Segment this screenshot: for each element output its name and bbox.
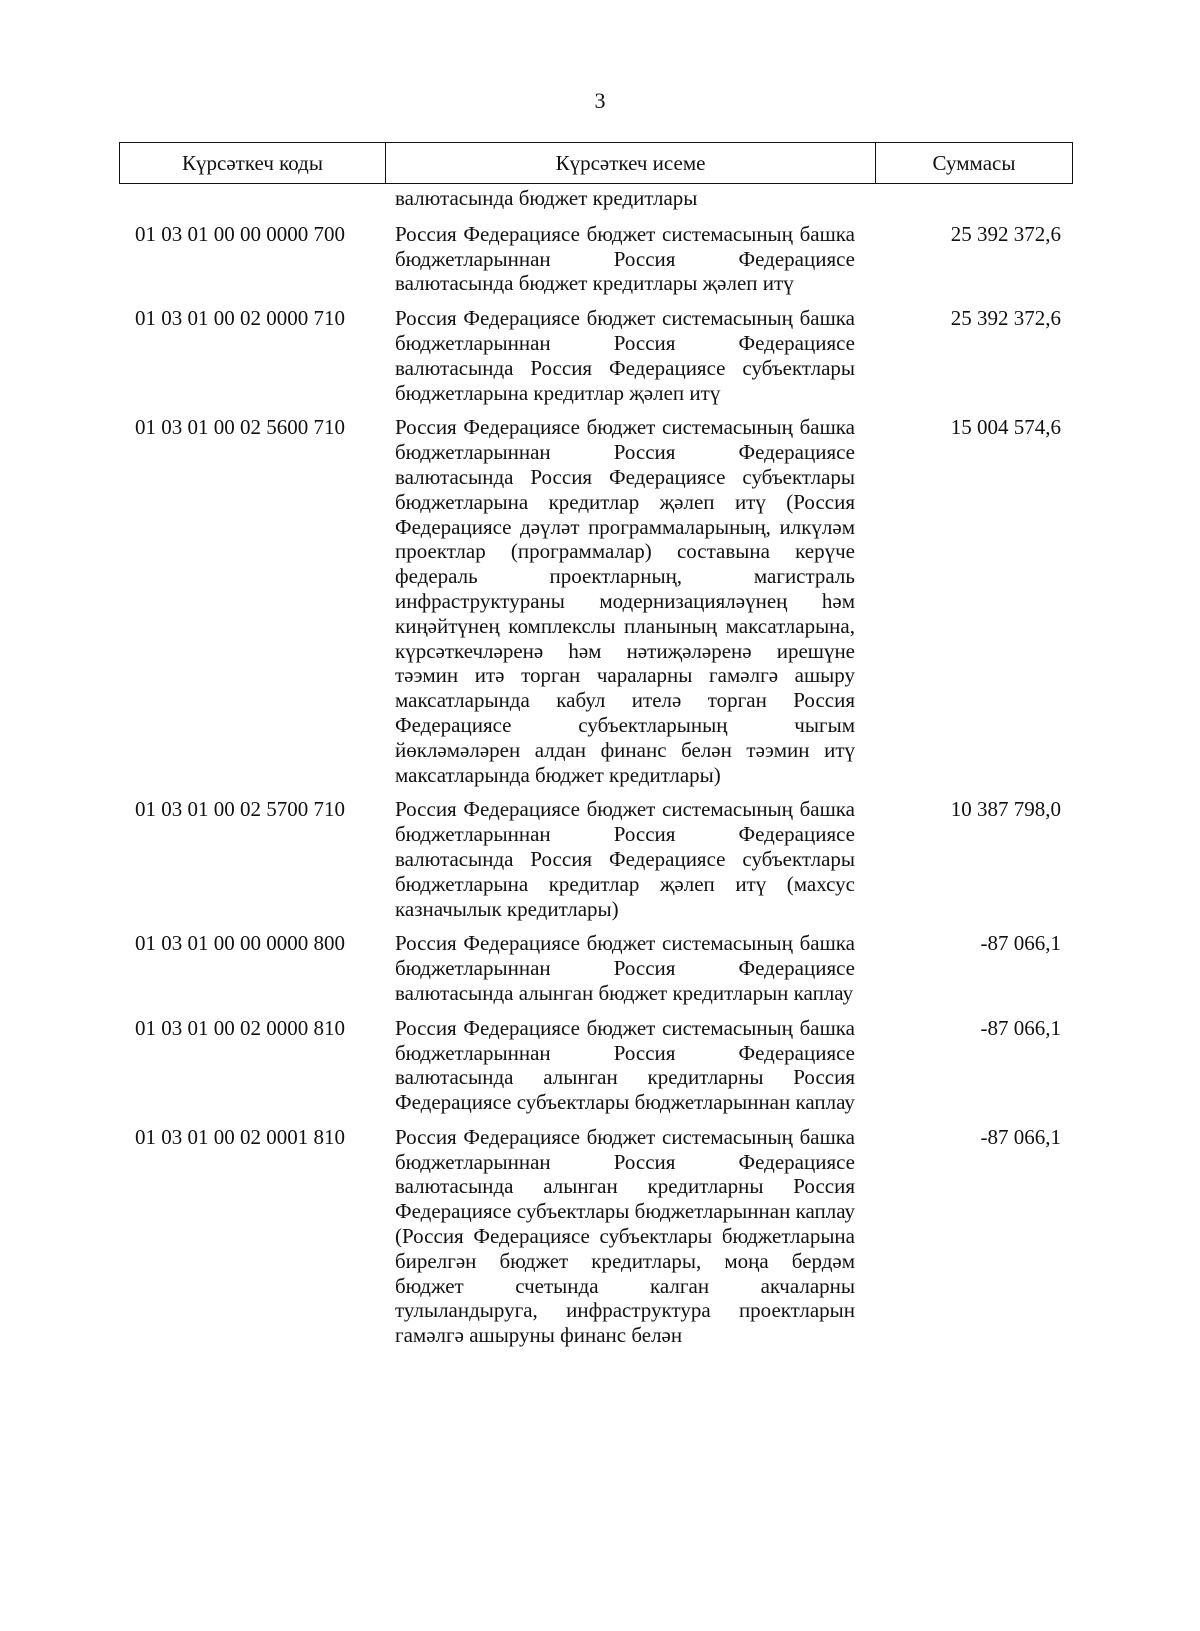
cell-name: Россия Федерациясе бюджет системасының башка бюджетларыннан Россия Федерациясе валютасында алынган кредитларны Россия Федерациясе субъектлары бюджетларыннан каплау (Россия Федерациясе субъектлары бюджетларына бирелгән бюджет кредитлары, моңа бердәм бюджет счетында калган акчаларны тулыландыруга, инфраструктура проектларын гамәлгә ашыруны финанс белән bbox=[395, 1124, 855, 1348]
cell-name: Россия Федерациясе бюджет системасының башка бюджетларыннан Россия Федерациясе валютасында Россия Федерациясе субъектлары бюджетларына кредитлар җәлеп итү bbox=[395, 306, 855, 405]
cell-code: 01 03 01 00 02 0001 810 bbox=[135, 1124, 345, 1149]
cell-code: 01 03 01 00 02 5600 710 bbox=[135, 415, 345, 440]
table-row bbox=[119, 415, 1073, 787]
header-code: Күрсәткеч коды bbox=[120, 143, 386, 183]
header-name: Күрсәткеч исеме bbox=[386, 143, 876, 183]
cell-sum: -87 066,1 bbox=[980, 931, 1061, 956]
table-row bbox=[119, 306, 1073, 405]
cell-code: 01 03 01 00 00 0000 800 bbox=[135, 931, 345, 956]
cell-sum: 10 387 798,0 bbox=[950, 797, 1061, 822]
cell-sum: 25 392 372,6 bbox=[950, 221, 1061, 246]
table-header bbox=[119, 142, 1073, 184]
cell-sum: -87 066,1 bbox=[980, 1015, 1061, 1040]
cell-code: 01 03 01 00 02 5700 710 bbox=[135, 797, 345, 822]
cell-sum: -87 066,1 bbox=[980, 1124, 1061, 1149]
cell-sum: 15 004 574,6 bbox=[950, 415, 1061, 440]
cell-code: 01 03 01 00 00 0000 700 bbox=[135, 221, 345, 246]
table-row-continued bbox=[119, 186, 1073, 211]
table-row bbox=[119, 1016, 1073, 1115]
page-number: 3 bbox=[594, 88, 606, 113]
table-row bbox=[119, 222, 1073, 296]
cell-code: 01 03 01 00 02 0000 810 bbox=[135, 1015, 345, 1040]
cell-name: Россия Федерациясе бюджет системасының башка бюджетларыннан Россия Федерациясе валютасында Россия Федерациясе субъектлары бюджетларына кредитлар җәлеп итү (Россия Федерациясе дәүләт программаларының, илкүләм проектлар (программалар) составына керүче федераль проектларның, магистраль инфраструктураны модернизацияләүнең һәм киңәйтүнең комплекслы планының максатларына, күрсәткечләренә һәм нәтиҗәләренә ирешүне тәэмин итә торган чараларны гамәлгә ашыру максатларында кабул ителә торган Россия Федерациясе субъектларының чыгым йөкләмәләрен алдан финанс белән тәэмин итү максатларында бюджет кредитлары) bbox=[395, 415, 855, 787]
table-row bbox=[119, 797, 1073, 921]
table-row bbox=[119, 931, 1073, 1005]
cell-name: Россия Федерациясе бюджет системасының башка бюджетларыннан Россия Федерациясе валютасында Россия Федерациясе субъектлары бюджетларына кредитлар җәлеп итү (махсус казначылык кредитлары) bbox=[395, 797, 855, 921]
table-body bbox=[119, 186, 1073, 1358]
cell-name: Россия Федерациясе бюджет системасының башка бюджетларыннан Россия Федерациясе валютасында алынган кредитларны Россия Федерациясе субъектлары бюджетларыннан каплау bbox=[395, 1015, 855, 1115]
cell-name-continued: валютасында бюджет кредитлары bbox=[395, 186, 698, 210]
cell-code: 01 03 01 00 02 0000 710 bbox=[135, 306, 345, 331]
cell-sum: 25 392 372,6 bbox=[950, 306, 1061, 331]
header-sum: Суммасы bbox=[932, 150, 1016, 175]
cell-name: Россия Федерациясе бюджет системасының башка бюджетларыннан Россия Федерациясе валютасында бюджет кредитлары җәлеп итү bbox=[395, 221, 855, 296]
cell-name: Россия Федерациясе бюджет системасының башка бюджетларыннан Россия Федерациясе валютасында алынган бюджет кредитларын каплау bbox=[395, 931, 855, 1005]
table-row bbox=[119, 1125, 1073, 1348]
